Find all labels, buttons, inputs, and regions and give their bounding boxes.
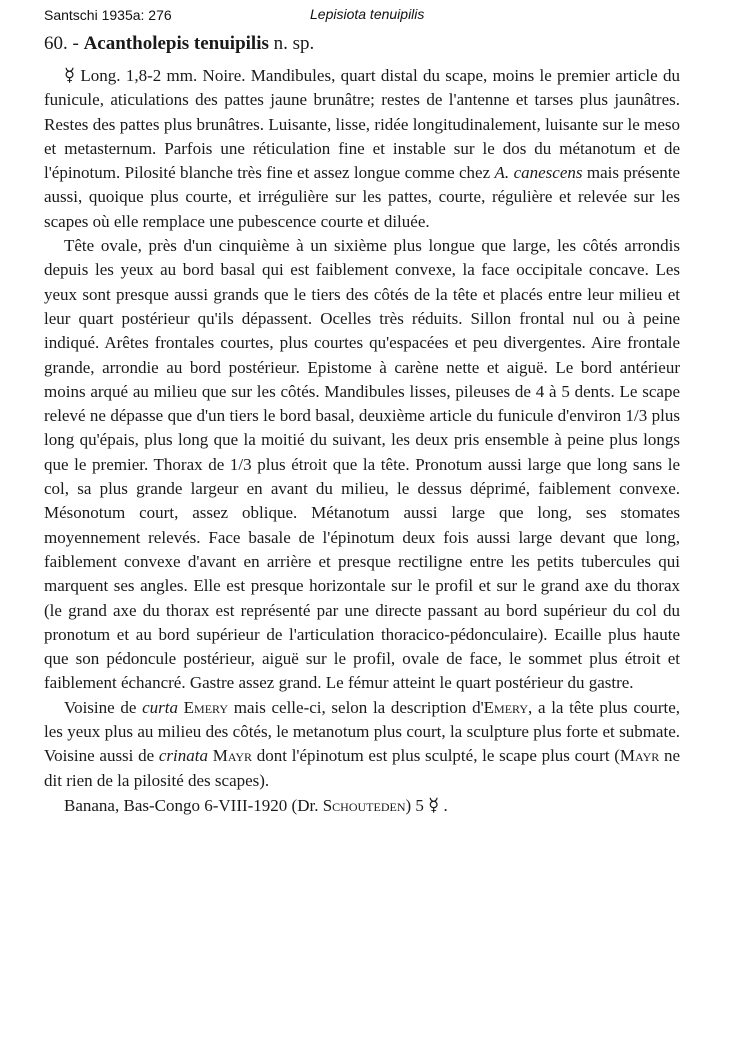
species-heading [44,33,314,55]
author-mayr: Mayr [212,746,253,766]
paragraph-affinities [44,696,680,793]
author-emery-2: Emery, [483,697,533,717]
coloration-text: Long. 1,8-2 mm. Noire. Mandibules, quart distal du scape, moins le premier article du funicule, aticulations des pattes jaune brunâtre; restes de l'antenne et tarses plus jaunâtres. Restes des pattes plus brunâtres. Luisante, lisse, ridée longitudinalement, luisante sur le meso et metasternum. Parfois une réticulation fine et instable sur le dos du métanotum et de l'épinotum. Pilosité blanche très fine et assez longue comme chez [44,66,681,183]
locality-end: . [443,795,448,815]
author-mayr-2: Mayr [619,746,660,766]
species-curta: curta [142,697,178,717]
taxon-header: Lepisiota tenuipilis [310,6,425,22]
comparison-species: A. canescens [494,163,583,183]
paragraph-coloration [44,63,680,234]
worker-symbol-icon: ☿ [428,794,440,815]
species-epithet: tenuipilis [193,33,269,54]
species-number: 60. - [44,33,79,54]
species-description [44,63,680,818]
pilosity-text: mais présente aussi, quoique plus courte, et irrégulière sur les pattes, courte, régulière et relevée sur les scapes où elle remplace une pubescence courte et diluée. [44,163,681,231]
affinity-text-a: Voisine de [64,697,137,717]
affinity-text-e: ne dit rien de la pilosité des scapes). [44,746,681,790]
affinity-text-b: mais celle-ci, selon la description d' [233,697,484,717]
affinity-text-c: a la tête plus courte, les yeux plus au milieu des côtés, le metanotum plus court, la sculpture plus forte et submate. Voisine aussi de [44,697,681,766]
specimen-count: ) 5 [405,795,424,815]
species-crinata: crinata [158,746,208,766]
collector-name: Schouteden [322,795,406,815]
paragraph-locality [44,793,680,818]
author-emery: Emery [183,697,229,717]
nomenclature-status: n. sp. [273,33,315,54]
locality-text: Banana, Bas-Congo 6-VIII-1920 (Dr. [64,795,319,815]
genus-name: Acantholepis [83,33,190,54]
citation-header: Santschi 1935a: 276 [44,7,172,23]
paragraph-morphology: Tête ovale, près d'un cinquième à un sixième plus longue que large, les côtés arrondis depuis les yeux au bord basal qui est faiblement convexe, la face occipitale concave. Les yeux sont presque aussi grands que le tiers des côtés de la tête et placés entre leur milieu et leur quart postérieur qu'ils dépassent. Ocelles très réduits. Sillon frontal nul ou à peine indiqué. Arêtes frontales courtes, plus courtes qu'espacées et peu divergentes. Aire frontale grande, arrondie au bord postérieur. Epistome à carène nette et aiguë. Le bord antérieur moins arqué au milieu que sur les côtés. Mandibules lisses, pileuses de 4 à 5 dents. Le scape relevé ne dépasse que d'un tiers le bord basal, deuxième article du funicule d'environ 1/3 plus long qu'épais, plus long que la moitié du suivant, les deux pris ensemble à peine plus longs que le premier. Thorax de 1/3 plus étroit que la tête. Pronotum aussi large que long sans le col, sa plus grande largeur en avant du milieu, le dessus déprimé, faiblement convexe. Mésonotum court, assez oblique. Métanotum aussi large que long, ses stomates moyennement relevés. Face basale de l'épinotum deux fois aussi large devant que long, faiblement convexe d'avant en arrière et presque rectiligne entre les petits tubercules qui marquent ses angles. Elle est presque horizontale sur le profil et sur le grand axe du thorax (le grand axe du thorax est représenté par une directe passant au bord supérieur du col du pronotum et au bord supérieur de l'articulation thoracico-pédonculaire). Ecaille plus haute que son pédoncule postérieur, aiguë sur le profil, ovale de face, le sommet plus étroit et faiblement échancré. Gastre assez grand. Le fémur atteint le quart postérieur du gastre. [44,236,680,693]
affinity-text-d: dont l'épinotum est plus sculpté, le scape plus court ( [256,746,620,766]
worker-symbol-icon: ☿ [64,65,76,85]
